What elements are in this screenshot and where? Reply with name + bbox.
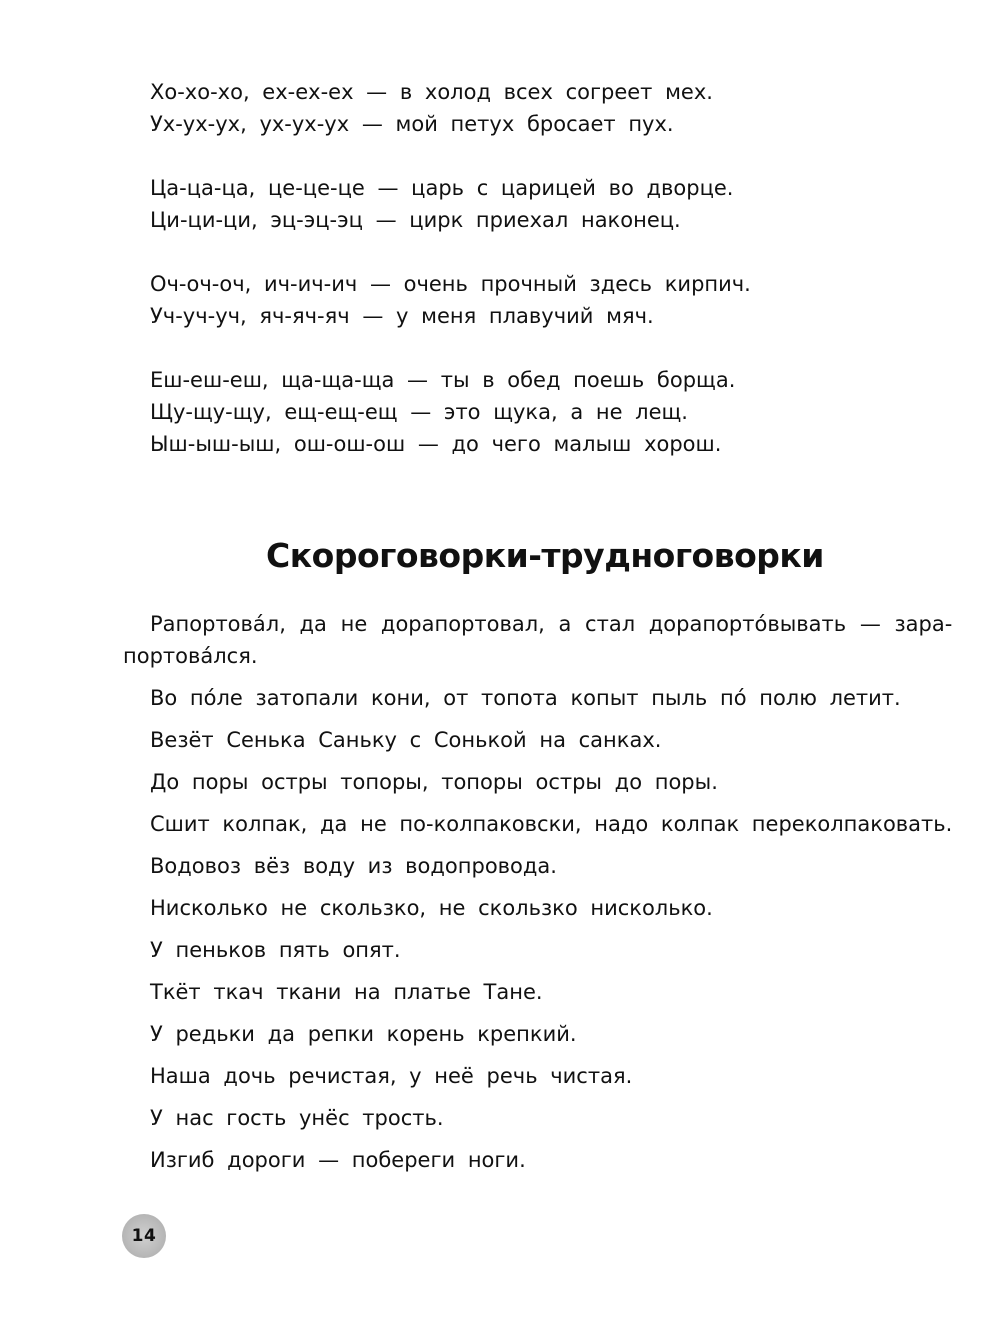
rhyme-line: Уч-уч-уч, яч-яч-яч — у меня плавучий мяч. — [150, 304, 654, 328]
tongue-twister: У нас гость унёс трость. — [150, 1106, 444, 1130]
tongue-twister: Водовоз вёз воду из водопровода. — [150, 854, 557, 878]
tongue-twister-continuation: портова́лся. — [123, 644, 258, 668]
tongue-twister: Наша дочь речистая, у неё речь чистая. — [150, 1064, 633, 1088]
tongue-twister: Изгиб дороги — побереги ноги. — [150, 1148, 526, 1172]
rhymes-section — [150, 76, 950, 492]
rhyme-line: Ца-ца-ца, це-це-це — царь с царицей во дворце. — [150, 176, 734, 200]
tongue-twister: У редьки да репки корень крепкий. — [150, 1022, 577, 1046]
tongue-twister-wrapped — [123, 608, 953, 672]
stanza-1 — [150, 76, 950, 140]
rhyme-line: Ыш-ыш-ыш, ош-ош-ош — до чего малыш хорош. — [150, 432, 722, 456]
page-number-badge — [122, 1214, 166, 1258]
tongue-twister: Во по́ле затопали кони, от топота копыт пыль по́ полю летит. — [150, 686, 901, 710]
rhyme-line: Щу-щу-щу, ещ-ещ-ещ — это щука, а не лещ. — [150, 400, 688, 424]
tongue-twister: Везёт Сенька Саньку с Сонькой на санках. — [150, 728, 662, 752]
stanza-3 — [150, 268, 950, 332]
tongue-twisters-list — [123, 608, 953, 1186]
rhyme-line: Оч-оч-оч, ич-ич-ич — очень прочный здесь кирпич. — [150, 272, 751, 296]
tongue-twister: Сшит колпак, да не по-колпаковски, надо колпак переколпаковать. — [150, 812, 953, 836]
tongue-twister: У пеньков пять опят. — [150, 938, 401, 962]
stanza-2 — [150, 172, 950, 236]
rhyme-line: Ух-ух-ух, ух-ух-ух — мой петух бросает пух. — [150, 112, 674, 136]
tongue-twister: До поры остры топоры, топоры остры до поры. — [150, 770, 718, 794]
rhyme-line: Хо-хо-хо, ех-ех-ех — в холод всех согреет мех. — [150, 80, 713, 104]
stanza-4 — [150, 364, 950, 460]
tongue-twister: Нисколько не скользко, не скользко нисколько. — [150, 896, 713, 920]
section-title: Скороговорки-трудноговорки — [266, 536, 824, 575]
tongue-twister: Ткёт ткач ткани на платье Тане. — [150, 980, 543, 1004]
page-number: 14 — [131, 1226, 157, 1246]
rhyme-line: Еш-еш-еш, ща-ща-ща — ты в обед поешь борща. — [150, 368, 736, 392]
tongue-twister-first-line: Рапортова́л, да не дорапортовал, а стал дорапорто́вывать — зара- — [150, 612, 953, 636]
rhyme-line: Ци-ци-ци, эц-эц-эц — цирк приехал наконец. — [150, 208, 681, 232]
